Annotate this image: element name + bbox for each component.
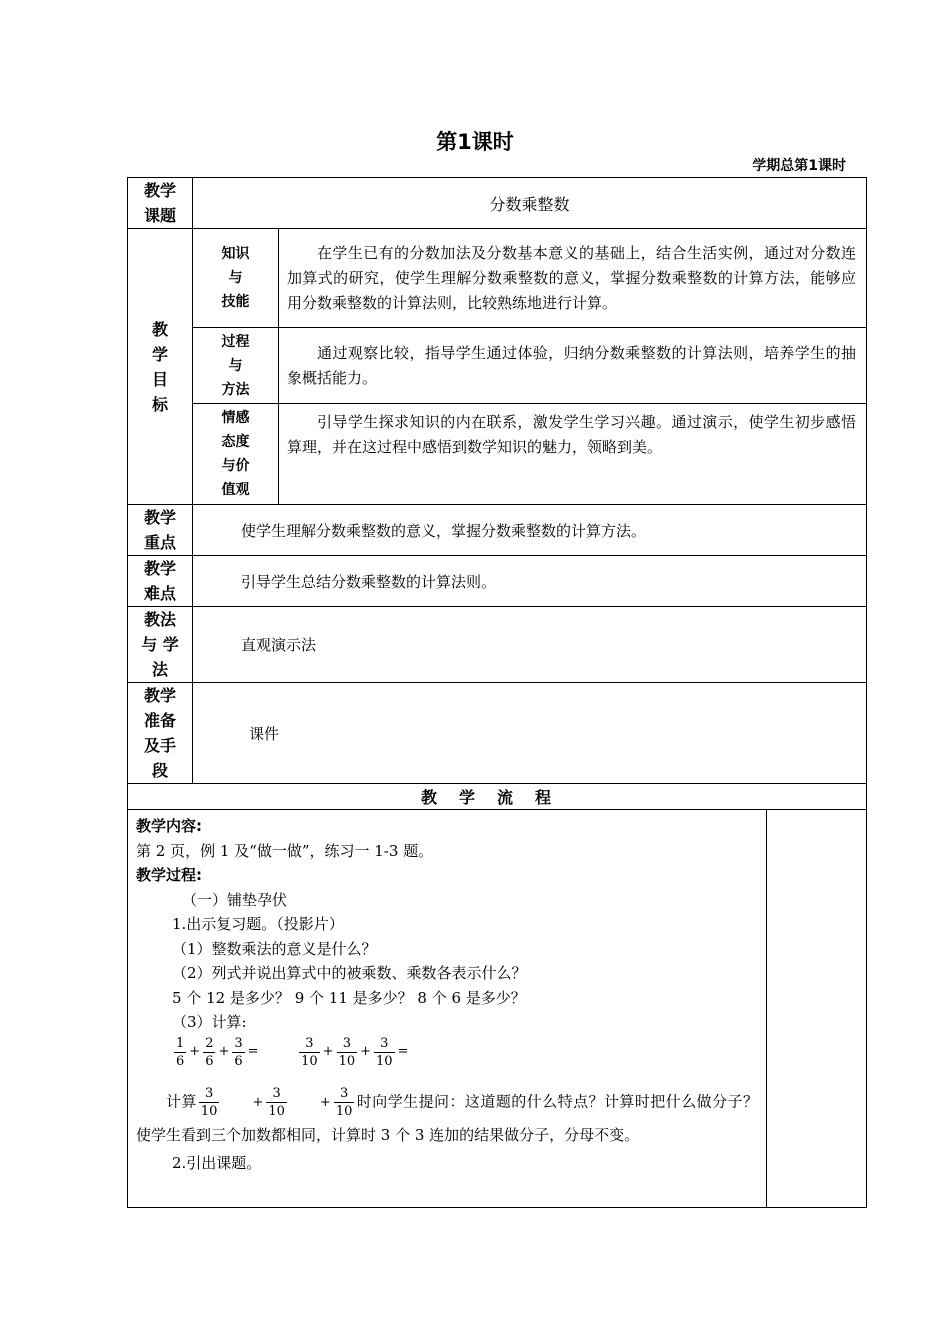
compute-question: 计算 $\frac{3}{10}$ + $\frac{3}{10}$ + $\frac{3}{10}$ 时向学生提问：这道题的什么特点？计算时把什么做分子？使学生看到三个加数都相同，计算时 3 个 3 连加的结果做分子，分母不变。: [136, 1085, 758, 1144]
difficulty-row: [128, 556, 867, 607]
goal-label-knowledge: 知识 与 技能: [193, 229, 279, 328]
question-2-items: 5 个 12 是多少？ 9 个 11 是多少？ 8 个 6 是多少？: [172, 988, 526, 1007]
topic-row: [128, 178, 867, 229]
process-cell: [128, 810, 767, 1208]
expression-tenths: $\frac{3}{10}$ + $\frac{3}{10}$ + $\frac{3}{10}$ =: [301, 1035, 409, 1069]
prep-label: 教学 准备 及手 段: [128, 683, 193, 784]
step-2: 2.引出课题。: [172, 1153, 262, 1172]
semester-lesson-count: 学期总第1课时: [752, 158, 846, 174]
topic-value: 分数乘整数: [193, 178, 867, 229]
goal-row-process: [128, 328, 867, 404]
key-point-row: [128, 505, 867, 556]
goal-text-knowledge: 在学生已有的分数加法及分数基本意义的基础上，结合生活实例，通过对分数连加算式的研究，使学生理解分数乘整数的意义，掌握分数乘整数的计算方法，能够应用分数乘整数的计算法则，比较熟练地进行计算。: [279, 229, 867, 328]
topic-label: 教学 课题: [128, 178, 193, 229]
content-label: 教学内容:: [136, 817, 202, 835]
fraction: $\frac{3}{10}$: [268, 1085, 285, 1119]
process-label: 教学过程:: [136, 866, 202, 884]
step-1-1: 1.出示复习题。（投影片）: [172, 915, 344, 933]
goal-label-attitude: 情感 态度 与价 值观: [193, 404, 279, 505]
content-text: 第 2 页，例 1 及“做一做”，练习一 1-3 题。: [136, 841, 434, 860]
flow-content-row: [128, 810, 867, 1208]
question-2: （2）列式并说出算式中的被乘数、乘数各表示什么？: [172, 964, 527, 982]
method-row: [128, 607, 867, 683]
prep-row: [128, 683, 867, 784]
method-label: 教法 与 学 法: [128, 607, 193, 683]
goals-label: 教 学 目 标: [128, 229, 193, 505]
difficulty-value: 引导学生总结分数乘整数的计算法则。: [193, 556, 867, 607]
question-3: （3）计算:: [172, 1013, 247, 1031]
flow-header: 教学流程: [128, 784, 867, 810]
fraction: $\frac{3}{10}$: [301, 1035, 318, 1069]
fraction: $\frac{1}{6}$: [176, 1035, 185, 1069]
flow-header-row: [128, 784, 867, 810]
fraction: $\frac{3}{10}$: [335, 1085, 353, 1119]
fraction: $\frac{3}{10}$: [338, 1035, 356, 1069]
goal-text-attitude: 引导学生探求知识的内在联系，激发学生学习兴趣。通过演示，使学生初步感悟算理，并在这过程中感悟到数学知识的魅力，领略到美。: [279, 404, 867, 505]
prep-value: 课件: [193, 683, 867, 784]
goal-row-attitude: [128, 404, 867, 505]
fraction: $\frac{3}{6}$: [234, 1035, 243, 1069]
key-point-label: 教学 重点: [128, 505, 193, 556]
notes-column: [767, 810, 867, 1208]
calc-expressions: [136, 1035, 758, 1085]
difficulty-label: 教学 难点: [128, 556, 193, 607]
method-value: 直观演示法: [193, 607, 867, 683]
lesson-plan-table: [127, 177, 867, 1208]
goal-text-process: 通过观察比较，指导学生通过体验，归纳分数乘整数的计算法则，培养学生的抽象概括能力。: [279, 328, 867, 404]
expression-sixths: $\frac{1}{6}$ + $\frac{2}{6}$ + $\frac{3}{6}$ =: [176, 1035, 259, 1069]
page-title: 第1课时: [436, 130, 514, 154]
fraction: $\frac{3}{10}$: [376, 1035, 393, 1069]
fraction: $\frac{2}{6}$: [205, 1035, 214, 1069]
goal-row-knowledge: [128, 229, 867, 328]
step-1: （一）铺垫孕伏: [182, 890, 288, 909]
key-point-value: 使学生理解分数乘整数的意义，掌握分数乘整数的计算方法。: [193, 505, 867, 556]
goal-label-process: 过程 与 方法: [193, 328, 279, 404]
fraction: $\frac{3}{10}$: [200, 1085, 218, 1119]
question-1: （1）整数乘法的意义是什么？: [172, 939, 377, 958]
